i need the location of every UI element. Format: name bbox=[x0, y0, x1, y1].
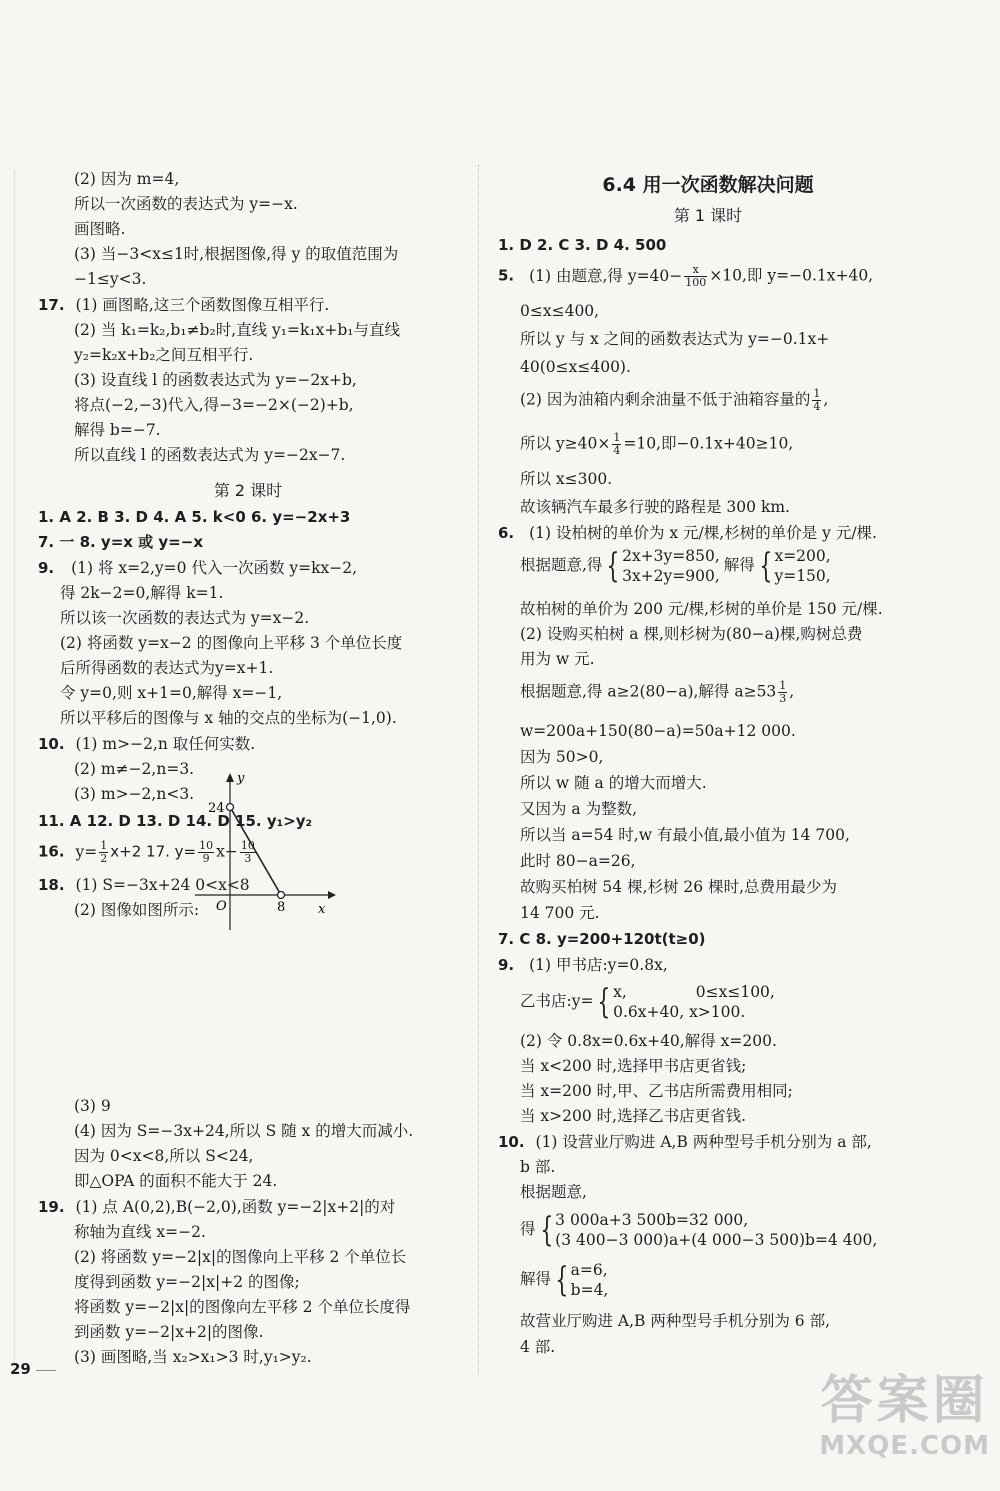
text-line: 所以 w 随 a 的增大而增大. bbox=[520, 774, 707, 792]
text-line: 所以直线 l 的函数表达式为 y=−2x−7. bbox=[74, 446, 346, 464]
answer-text: (1) 由题意,得 y=40− bbox=[529, 266, 683, 285]
text-line: 当 x=200 时,甲、乙书店所需费用相同; bbox=[520, 1082, 793, 1100]
short-answers: 11. A 12. D 13. D 14. D 15. y₁>y₂ bbox=[38, 812, 313, 830]
equation: 3 000a+3 500b=32 000, bbox=[555, 1211, 749, 1229]
text-line: (2) 将函数 y=−2|x|的图像向上平移 2 个单位长 bbox=[74, 1248, 407, 1266]
question-17 bbox=[38, 294, 329, 316]
text-line: 4 部. bbox=[520, 1338, 556, 1356]
brace-icon: { bbox=[597, 982, 611, 1022]
short-answers: 7. C 8. y=200+120t(t≥0) bbox=[498, 930, 706, 948]
answer-text: =10,即−0.1x+40≥10, bbox=[623, 434, 794, 453]
equation: a=6, bbox=[570, 1261, 608, 1279]
watermark bbox=[819, 1371, 990, 1461]
open-point bbox=[227, 804, 234, 811]
equation-system bbox=[774, 546, 830, 586]
text-line: w=200a+150(80−a)=50a+12 000. bbox=[520, 722, 796, 740]
question-number: 9. bbox=[38, 559, 55, 577]
text-line: 所以平移后的图像与 x 轴的交点的坐标为(−1,0). bbox=[60, 709, 397, 727]
numerator: 1 bbox=[813, 387, 821, 400]
numerator: x bbox=[684, 264, 707, 277]
answer-text: 所以 y≥40× bbox=[520, 434, 611, 453]
text-line: 0≤x≤400, bbox=[520, 302, 600, 320]
question-number: 5. bbox=[498, 266, 515, 285]
brace-icon: { bbox=[606, 546, 620, 586]
brace-icon: { bbox=[555, 1260, 569, 1300]
answer-text: y= bbox=[75, 842, 98, 861]
x-tick-label: 8 bbox=[277, 900, 286, 915]
text-line: 所以当 a=54 时,w 有最小值,最小值为 14 700, bbox=[520, 826, 850, 844]
numerator: 1 bbox=[613, 431, 621, 444]
text-line: 因为 0<x<8,所以 S<24, bbox=[74, 1147, 254, 1165]
denominator: 3 bbox=[779, 692, 787, 705]
question-number: 10. bbox=[498, 1133, 525, 1151]
y-axis-arrow-icon bbox=[226, 773, 234, 782]
question-10 bbox=[38, 733, 255, 755]
question-5 bbox=[498, 264, 873, 289]
text-line: −1≤y<3. bbox=[74, 270, 147, 288]
answer-text: (1) 点 A(0,2),B(−2,0),函数 y=−2|x+2|的对 bbox=[75, 1198, 396, 1216]
page-number: 29 bbox=[10, 1360, 31, 1378]
brace-icon: { bbox=[759, 546, 773, 586]
fraction bbox=[612, 432, 621, 457]
section-title: 6.4 用一次函数解决问题 bbox=[602, 174, 814, 196]
text-line bbox=[498, 680, 794, 705]
answer-text: (1) 甲书店:y=0.8x, bbox=[529, 956, 668, 974]
text-line: (3) 当−3<x≤1时,根据图像,得 y 的取值范围为 bbox=[74, 245, 399, 263]
text-line: 此时 80−a=26, bbox=[520, 852, 636, 870]
short-answers: 1. A 2. B 3. D 4. A 5. k<0 6. y=−2x+3 bbox=[38, 508, 351, 526]
short-answers: 7. 一 8. y=x 或 y=−x bbox=[38, 533, 203, 551]
text-line: 令 y=0,则 x+1=0,解得 x=−1, bbox=[60, 684, 283, 702]
text-line: 称轴为直线 x=−2. bbox=[74, 1223, 206, 1241]
equation: 2x+3y=850, bbox=[622, 547, 720, 565]
text-line: 画图略. bbox=[74, 220, 126, 238]
answer-text: x− bbox=[216, 842, 238, 861]
text-line bbox=[498, 546, 831, 586]
answer-text: x+2 17. y= bbox=[110, 842, 197, 861]
text-line bbox=[498, 982, 775, 1022]
text-line: (3) 画图略,当 x₂>x₁>3 时,y₁>y₂. bbox=[74, 1348, 312, 1366]
origin-label: O bbox=[216, 899, 227, 914]
margin-dotted-line bbox=[14, 170, 15, 1370]
text-line: 故柏树的单价为 200 元/棵,杉树的单价是 150 元/棵. bbox=[520, 600, 883, 618]
denominator: 3 bbox=[244, 852, 252, 865]
text-line: 到函数 y=−2|x+2|的图像. bbox=[74, 1323, 264, 1341]
question-number: 18. bbox=[38, 876, 65, 894]
page-number-dash bbox=[36, 1370, 56, 1371]
graph-line bbox=[230, 807, 281, 895]
denominator: 4 bbox=[813, 400, 821, 413]
x-axis-label: x bbox=[318, 902, 326, 917]
question-number: 16. bbox=[38, 842, 65, 861]
answer-text: (1) m>−2,n 取任何实数. bbox=[75, 735, 256, 753]
text-line: 用为 w 元. bbox=[520, 650, 595, 668]
text-line bbox=[498, 432, 793, 457]
answer-text: , bbox=[789, 682, 795, 701]
column-divider bbox=[478, 165, 479, 1375]
text-line: (3) m>−2,n<3. bbox=[74, 785, 195, 803]
fraction bbox=[812, 388, 821, 413]
question-number: 19. bbox=[38, 1198, 65, 1216]
text-line: 解得 b=−7. bbox=[74, 421, 161, 439]
answer-text: ×10,即 y=−0.1x+40, bbox=[709, 266, 874, 285]
text-line: b 部. bbox=[520, 1158, 556, 1176]
denominator: 4 bbox=[613, 444, 621, 457]
lesson-heading: 第 1 课时 bbox=[673, 206, 743, 225]
text-line: (2) 设购买柏树 a 棵,则杉树为(80−a)棵,购树总费 bbox=[520, 625, 863, 643]
text-line: 所以 x≤300. bbox=[520, 470, 613, 488]
text-line: 度得到函数 y=−2|x|+2 的图像; bbox=[74, 1273, 300, 1291]
numerator: 10 bbox=[199, 839, 214, 852]
text-line: (3) 设直线 l 的函数表达式为 y=−2x+b, bbox=[74, 371, 357, 389]
answer-text: (1) 设营业厅购进 A,B 两种型号手机分别为 a 部, bbox=[535, 1133, 872, 1151]
text-line: 当 x>200 时,选择乙书店更省钱. bbox=[520, 1107, 747, 1125]
equation: (3 400−3 000)a+(4 000−3 500)b=4 400, bbox=[555, 1231, 878, 1249]
answer-text: (1) 画图略,这三个函数图像互相平行. bbox=[75, 296, 330, 314]
numerator: 1 bbox=[779, 679, 787, 692]
text-line: y₂=k₂x+b₂之间互相平行. bbox=[74, 346, 254, 364]
text-line: (3) 9 bbox=[74, 1097, 111, 1115]
equation: b=4, bbox=[570, 1281, 609, 1299]
equation-system bbox=[622, 546, 720, 586]
answer-text: (1) 设柏树的单价为 x 元/棵,杉树的单价是 y 元/棵. bbox=[529, 524, 877, 542]
text-line: 所以一次函数的表达式为 y=−x. bbox=[74, 195, 298, 213]
equation: x=200, bbox=[774, 547, 831, 565]
equation: x, 0≤x≤100, bbox=[613, 983, 775, 1001]
denominator: 9 bbox=[202, 852, 210, 865]
equation-system bbox=[613, 982, 775, 1022]
x-axis-arrow-icon bbox=[328, 891, 336, 899]
text-line: (2) 将函数 y=x−2 的图像向上平移 3 个单位长度 bbox=[60, 634, 403, 652]
text-line: 40(0≤x≤400). bbox=[520, 358, 631, 376]
answer-text: 根据题意,得 a≥2(80−a),解得 a≥53 bbox=[520, 682, 777, 701]
y-tick-label: 24 bbox=[208, 801, 225, 816]
text-line: 即△OPA 的面积不能大于 24. bbox=[74, 1172, 278, 1190]
question-number: 17. bbox=[38, 296, 65, 314]
answer-text: , bbox=[823, 390, 829, 409]
answer-text: 得 bbox=[520, 1220, 536, 1238]
numerator: 10 bbox=[240, 839, 255, 852]
question-6 bbox=[498, 522, 877, 544]
text-line: (2) 图像如图所示: bbox=[74, 901, 200, 919]
text-line: (2) 因为 m=4, bbox=[74, 170, 180, 188]
text-line: 所以 y 与 x 之间的函数表达式为 y=−0.1x+ bbox=[520, 330, 830, 348]
text-line bbox=[498, 1260, 608, 1300]
answer-text: (1) S=−3x+24 0<x<8 bbox=[75, 876, 250, 894]
text-line bbox=[498, 1210, 877, 1250]
question-9 bbox=[38, 557, 357, 579]
equation: 3x+2y=900, bbox=[622, 567, 720, 585]
equation-system bbox=[571, 1260, 609, 1300]
answer-text: (1) 将 x=2,y=0 代入一次函数 y=kx−2, bbox=[71, 559, 358, 577]
text-line bbox=[498, 388, 828, 413]
text-line: 因为 50>0, bbox=[520, 748, 604, 766]
text-line: 故购买柏树 54 棵,杉树 26 棵时,总费用最少为 bbox=[520, 878, 838, 896]
answer-text: 解得 bbox=[520, 1270, 552, 1288]
equation: 0.6x+40, x>100. bbox=[613, 1003, 746, 1021]
text-line: (2) 令 0.8x=0.6x+40,解得 x=200. bbox=[520, 1032, 777, 1050]
text-line: 根据题意, bbox=[520, 1183, 587, 1201]
text-line: 将函数 y=−2|x|的图像向左平移 2 个单位长度得 bbox=[74, 1298, 411, 1316]
fraction bbox=[684, 264, 707, 289]
answer-text: 解得 bbox=[723, 556, 755, 574]
text-line: 后所得函数的表达式为y=x+1. bbox=[60, 659, 274, 677]
answer-text: 乙书店:y= bbox=[520, 992, 594, 1010]
question-10 bbox=[498, 1131, 872, 1153]
text-line: 又因为 a 为整数, bbox=[520, 800, 638, 818]
text-line: 得 2k−2=0,解得 k=1. bbox=[60, 584, 224, 602]
text-line: 故该辆汽车最多行驶的路程是 300 km. bbox=[520, 498, 790, 516]
text-line: 将点(−2,−3)代入,得−3=−2×(−2)+b, bbox=[74, 396, 354, 414]
fraction bbox=[99, 840, 108, 865]
function-graph bbox=[150, 770, 340, 930]
short-answers: 1. D 2. C 3. D 4. 500 bbox=[498, 236, 667, 254]
text-line: (2) m≠−2,n=3. bbox=[74, 760, 195, 778]
question-number: 6. bbox=[498, 524, 515, 542]
text-line: 14 700 元. bbox=[520, 904, 600, 922]
question-number: 10. bbox=[38, 735, 65, 753]
numerator: 1 bbox=[100, 839, 108, 852]
denominator: 100 bbox=[685, 276, 707, 289]
equation-system bbox=[555, 1210, 877, 1250]
question-19 bbox=[38, 1196, 395, 1218]
watermark-logo: 答案圈 bbox=[820, 1371, 989, 1431]
fraction bbox=[778, 680, 787, 705]
text-line: (2) 当 k₁=k₂,b₁≠b₂时,直线 y₁=k₁x+b₁与直线 bbox=[74, 321, 400, 339]
answer-text: (2) 因为油箱内剩余油量不低于油箱容量的 bbox=[520, 390, 811, 409]
answer-text: 根据题意,得 bbox=[520, 556, 603, 574]
denominator: 2 bbox=[100, 852, 108, 865]
question-number: 9. bbox=[498, 956, 515, 974]
brace-icon: { bbox=[539, 1210, 553, 1250]
lesson-heading: 第 2 课时 bbox=[213, 481, 283, 500]
text-line: 所以该一次函数的表达式为 y=x−2. bbox=[60, 609, 310, 627]
text-line: 故营业厅购进 A,B 两种型号手机分别为 6 部, bbox=[520, 1312, 831, 1330]
y-axis-label: y bbox=[237, 771, 245, 786]
question-9 bbox=[498, 954, 668, 976]
text-line: 当 x<200 时,选择甲书店更省钱; bbox=[520, 1057, 747, 1075]
equation: y=150, bbox=[774, 567, 831, 585]
watermark-site: MXQE.COM bbox=[819, 1431, 990, 1461]
text-line: (4) 因为 S=−3x+24,所以 S 随 x 的增大而减小. bbox=[74, 1122, 414, 1140]
open-point bbox=[278, 892, 285, 899]
